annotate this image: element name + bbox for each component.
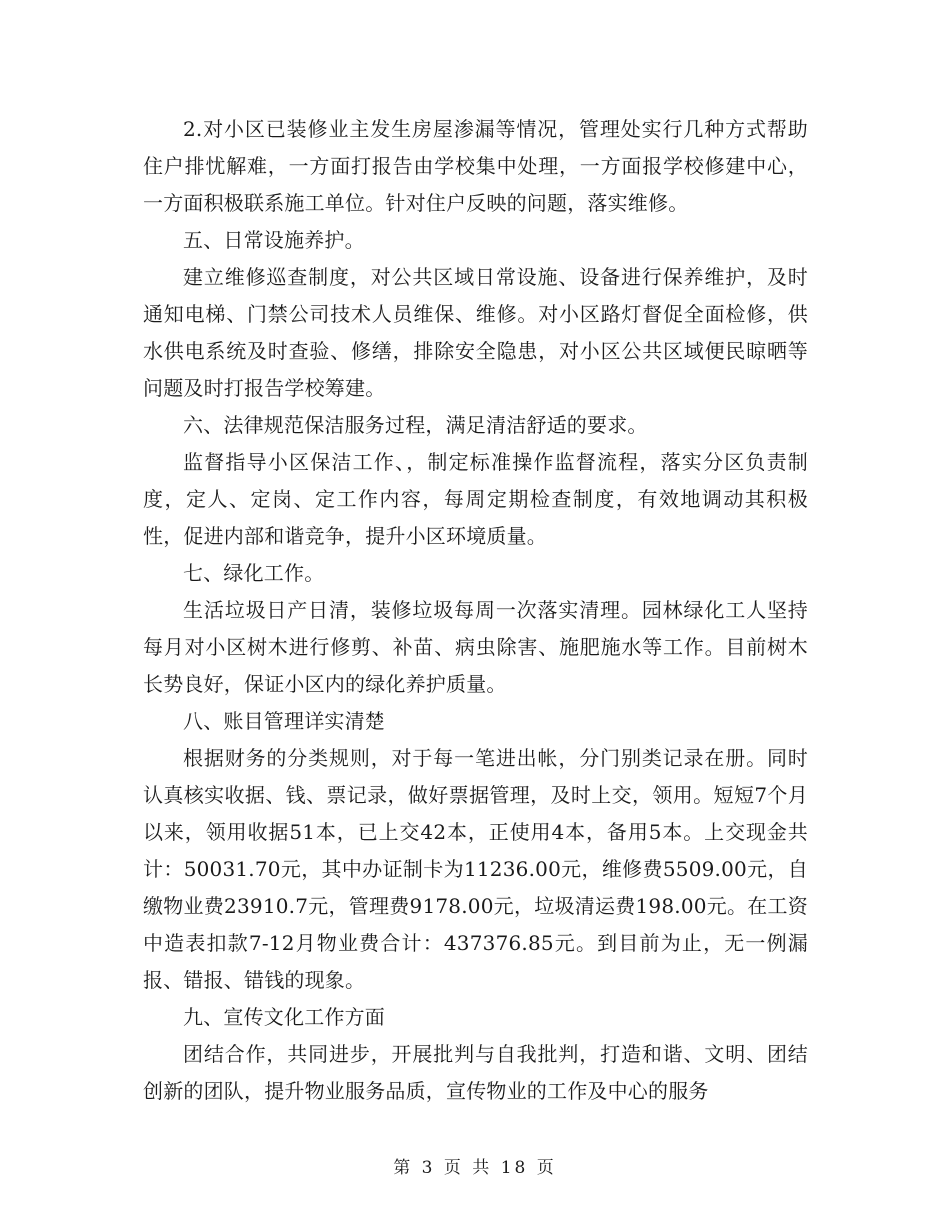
paragraph-greening: 生活垃圾日产日清，装修垃圾每周一次落实清理。园林绿化工人坚持每月对小区树木进行修剪、补苗、病虫除害、施肥施水等工作。目前树木长势良好，保证小区内的绿化养护质量。 — [143, 598, 808, 696]
paragraph-cleaning-service: 监督指导小区保洁工作、，制定标准操作监督流程，落实分区负责制度，定人、定岗、定工作内容，每周定期检查制度，有效地调动其积极性，促进内部和谐竞争，提升小区环境质量。 — [143, 450, 808, 548]
document-body — [143, 111, 808, 1110]
heading-publicity: 九、宣传文化工作方面 — [183, 1005, 385, 1029]
heading-facility-maintenance: 五、日常设施养护。 — [183, 228, 365, 252]
paragraph-facility-maintenance: 建立维修巡查制度，对公共区域日常设施、设备进行保养维护，及时通知电梯、门禁公司技术人员维保、维修。对小区路灯督促全面检修，供水供电系统及时查验、修缮，排除安全隐患，对小区公共区域便民晾晒等问题及时打报告学校筹建。 — [143, 265, 808, 400]
heading-cleaning-service: 六、法律规范保洁服务过程，满足清洁舒适的要求。 — [183, 413, 648, 437]
heading-accounts: 八、账目管理详实清楚 — [183, 709, 385, 733]
paragraph-publicity: 团结合作，共同进步，开展批判与自我批判，打造和谐、文明、团结创新的团队，提升物业服务品质，宣传物业的工作及中心的服务 — [143, 1042, 808, 1103]
page-number-footer: 第 3 页 共 18 页 — [393, 1158, 557, 1178]
paragraph-accounts: 根据财务的分类规则，对于每一笔进出帐，分门别类记录在册。同时认真核实收据、钱、票记录，做好票据管理，及时上交，领用。短短7个月以来，领用收据51本，已上交42本，正使用4本，备用5本。上交现金共计：50031.70元，其中办证制卡为11236.00元，维修费5509.00元，自缴物业费23910.7元，管理费9178.00元，垃圾清运费198.00元。在工资中造表扣款7-12月物业费合计：437376.85元。到目前为止，无一例漏报、错报、错钱的现象。 — [143, 746, 808, 992]
paragraph-repair-leaks: 2.对小区已装修业主发生房屋渗漏等情况，管理处实行几种方式帮助住户排忧解难，一方面打报告由学校集中处理，一方面报学校修建中心，一方面积极联系施工单位。针对住户反映的问题，落实维修。 — [143, 117, 808, 215]
heading-greening: 七、绿化工作。 — [183, 561, 325, 585]
